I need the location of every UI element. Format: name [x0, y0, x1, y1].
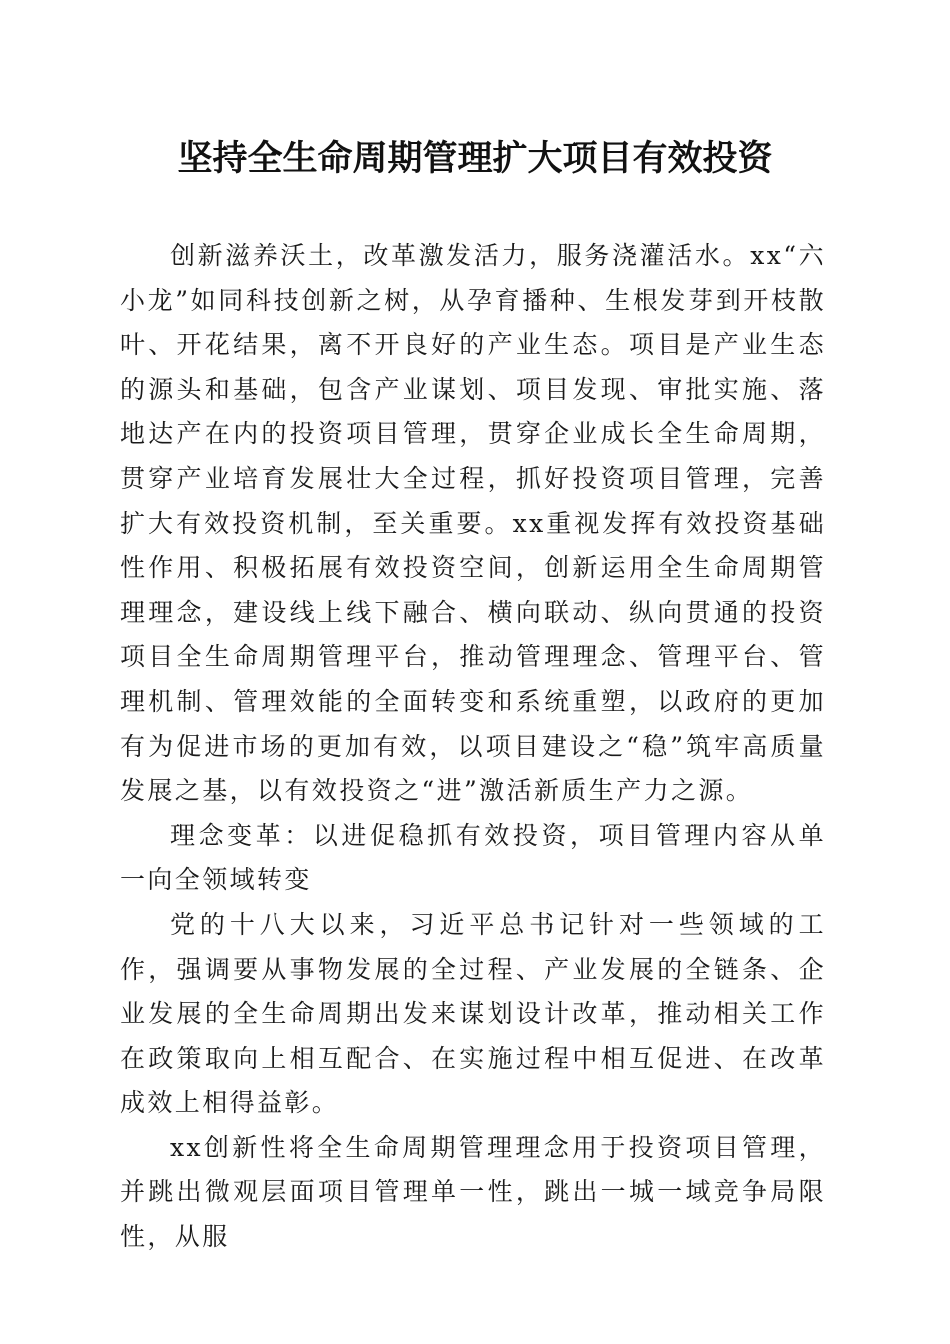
paragraph: xx创新性将全生命周期管理理念用于投资项目管理，并跳出微观层面项目管理单一性，跳出一城一域竞争局限性，从服	[120, 1132, 826, 1252]
document-title: 坚持全生命周期管理扩大项目有效投资	[177, 138, 773, 179]
document-body	[120, 234, 826, 1260]
paragraph: 党的十八大以来，习近平总书记针对一些领域的工作，强调要从事物发展的全过程、产业发展的全链条、企业发展的全生命周期出发来谋划设计改革，推动相关工作在政策取向上相互配合、在实施过程中相互促进、在改革成效上相得益彰。	[120, 909, 826, 1118]
paragraph: 创新滋养沃土，改革激发活力，服务浇灌活水。xx“六小龙”如同科技创新之树，从孕育播种、生根发芽到开枝散叶、开花结果，离不开良好的产业生态。项目是产业生态的源头和基础，包含产业谋划、项目发现、审批实施、落地达产在内的投资项目管理，贯穿企业成长全生命周期，贯穿产业培育发展壮大全过程，抓好投资项目管理，完善扩大有效投资机制，至关重要。xx重视发挥有效投资基础性作用、积极拓展有效投资空间，创新运用全生命周期管理理念，建设线上线下融合、横向联动、纵向贯通的投资项目全生命周期管理平台，推动管理理念、管理平台、管理机制、管理效能的全面转变和系统重塑，以政府的更加有为促进市场的更加有效，以项目建设之“稳”筑牢高质量发展之基，以有效投资之“进”激活新质生产力之源。	[120, 241, 826, 806]
section-heading: 理念变革：以进促稳抓有效投资，项目管理内容从单一向全领域转变	[120, 820, 826, 895]
